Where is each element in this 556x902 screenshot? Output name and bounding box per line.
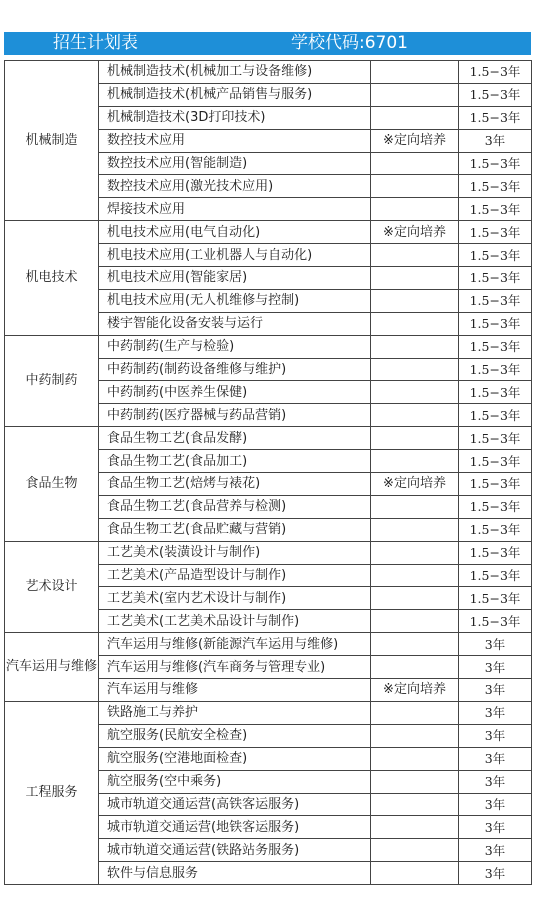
table-row [5,61,532,84]
major-cell: 机电技术应用(智能家居) [99,267,371,290]
note-cell [371,152,459,175]
note-cell: ※定向培养 [371,679,459,702]
duration-cell: 1.5−3年 [459,335,532,358]
major-cell: 工艺美术(装潢设计与制作) [99,541,371,564]
major-cell: 软件与信息服务 [99,862,371,885]
note-cell [371,175,459,198]
duration-cell: 1.5−3年 [459,564,532,587]
major-cell: 食品生物工艺(食品加工) [99,450,371,473]
table-row [5,427,532,450]
duration-cell: 1.5−3年 [459,175,532,198]
major-cell: 工艺美术(室内艺术设计与制作) [99,587,371,610]
major-cell: 工艺美术(产品造型设计与制作) [99,564,371,587]
duration-cell: 3年 [459,862,532,885]
note-cell [371,289,459,312]
duration-cell: 3年 [459,701,532,724]
major-cell: 汽车运用与维修 [99,679,371,702]
duration-cell: 1.5−3年 [459,518,532,541]
major-cell: 机电技术应用(无人机维修与控制) [99,289,371,312]
note-cell [371,587,459,610]
major-cell: 航空服务(空港地面检查) [99,747,371,770]
duration-cell: 1.5−3年 [459,312,532,335]
duration-cell: 3年 [459,747,532,770]
note-cell [371,656,459,679]
major-cell: 焊接技术应用 [99,198,371,221]
duration-cell: 1.5−3年 [459,244,532,267]
table-row [5,335,532,358]
category-cell: 食品生物 [5,427,99,541]
school-code: 学校代码:6701 [291,33,408,53]
major-cell: 数控技术应用 [99,129,371,152]
duration-cell: 1.5−3年 [459,404,532,427]
duration-cell: 3年 [459,656,532,679]
category-cell: 汽车运用与维修 [5,633,99,702]
duration-cell: 1.5−3年 [459,267,532,290]
major-cell: 航空服务(空中乘务) [99,770,371,793]
duration-cell: 1.5−3年 [459,221,532,244]
plan-title: 招生计划表 [53,33,138,53]
note-cell [371,633,459,656]
enrollment-plan-table [4,60,532,885]
major-cell: 机械制造技术(机械加工与设备维修) [99,61,371,84]
category-cell: 艺术设计 [5,541,99,633]
major-cell: 楼宇智能化设备安装与运行 [99,312,371,335]
duration-cell: 1.5−3年 [459,541,532,564]
duration-cell: 1.5−3年 [459,427,532,450]
duration-cell: 3年 [459,816,532,839]
note-cell [371,198,459,221]
major-cell: 城市轨道交通运营(高铁客运服务) [99,793,371,816]
note-cell [371,61,459,84]
major-cell: 食品生物工艺(食品贮藏与营销) [99,518,371,541]
note-cell [371,701,459,724]
major-cell: 中药制药(医疗器械与药品营销) [99,404,371,427]
major-cell: 数控技术应用(智能制造) [99,152,371,175]
note-cell [371,610,459,633]
note-cell [371,450,459,473]
duration-cell: 1.5−3年 [459,358,532,381]
major-cell: 数控技术应用(激光技术应用) [99,175,371,198]
duration-cell: 1.5−3年 [459,587,532,610]
duration-cell: 3年 [459,724,532,747]
major-cell: 铁路施工与养护 [99,701,371,724]
note-cell [371,381,459,404]
major-cell: 中药制药(中医养生保健) [99,381,371,404]
note-cell [371,83,459,106]
major-cell: 机械制造技术(3D打印技术) [99,106,371,129]
category-cell: 机械制造 [5,61,99,221]
major-cell: 中药制药(生产与检验) [99,335,371,358]
major-cell: 航空服务(民航安全检查) [99,724,371,747]
note-cell [371,816,459,839]
duration-cell: 1.5−3年 [459,473,532,496]
note-cell [371,518,459,541]
note-cell [371,495,459,518]
duration-cell: 3年 [459,633,532,656]
major-cell: 食品生物工艺(焙烤与裱花) [99,473,371,496]
table-row [5,633,532,656]
major-cell: 机械制造技术(机械产品销售与服务) [99,83,371,106]
duration-cell: 1.5−3年 [459,152,532,175]
note-cell: ※定向培养 [371,473,459,496]
note-cell [371,312,459,335]
note-cell [371,244,459,267]
note-cell [371,404,459,427]
table-row [5,221,532,244]
note-cell [371,335,459,358]
duration-cell: 1.5−3年 [459,289,532,312]
enrollment-plan-body [5,61,532,885]
note-cell [371,770,459,793]
table-header-bar [4,32,531,55]
note-cell: ※定向培养 [371,221,459,244]
major-cell: 食品生物工艺(食品营养与检测) [99,495,371,518]
duration-cell: 3年 [459,129,532,152]
category-cell: 工程服务 [5,701,99,884]
duration-cell: 1.5−3年 [459,83,532,106]
major-cell: 汽车运用与维修(汽车商务与管理专业) [99,656,371,679]
note-cell [371,839,459,862]
duration-cell: 3年 [459,839,532,862]
note-cell [371,724,459,747]
note-cell [371,862,459,885]
duration-cell: 3年 [459,679,532,702]
major-cell: 中药制药(制药设备维修与维护) [99,358,371,381]
duration-cell: 3年 [459,770,532,793]
note-cell: ※定向培养 [371,129,459,152]
table-row [5,701,532,724]
major-cell: 机电技术应用(工业机器人与自动化) [99,244,371,267]
duration-cell: 3年 [459,793,532,816]
note-cell [371,747,459,770]
duration-cell: 1.5−3年 [459,198,532,221]
duration-cell: 1.5−3年 [459,61,532,84]
duration-cell: 1.5−3年 [459,610,532,633]
duration-cell: 1.5−3年 [459,495,532,518]
note-cell [371,793,459,816]
major-cell: 工艺美术(工艺美术品设计与制作) [99,610,371,633]
major-cell: 城市轨道交通运营(地铁客运服务) [99,816,371,839]
category-cell: 机电技术 [5,221,99,335]
major-cell: 汽车运用与维修(新能源汽车运用与维修) [99,633,371,656]
note-cell [371,106,459,129]
duration-cell: 1.5−3年 [459,381,532,404]
note-cell [371,564,459,587]
major-cell: 食品生物工艺(食品发酵) [99,427,371,450]
category-cell: 中药制药 [5,335,99,427]
note-cell [371,541,459,564]
major-cell: 机电技术应用(电气自动化) [99,221,371,244]
table-row [5,541,532,564]
note-cell [371,267,459,290]
duration-cell: 1.5−3年 [459,106,532,129]
major-cell: 城市轨道交通运营(铁路站务服务) [99,839,371,862]
duration-cell: 1.5−3年 [459,450,532,473]
note-cell [371,358,459,381]
note-cell [371,427,459,450]
